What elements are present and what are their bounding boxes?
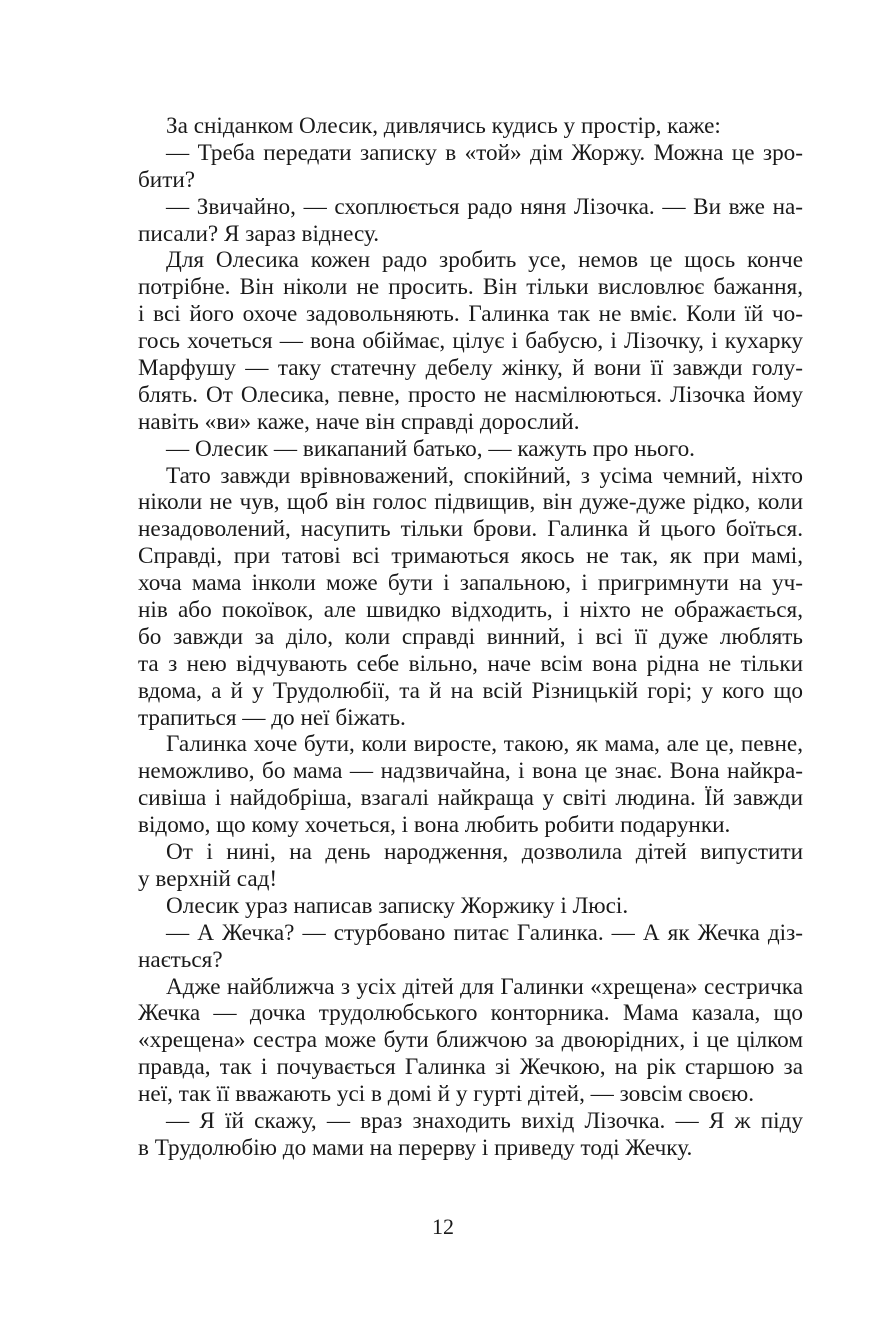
text-line: і всі його охоче задовольняють. Галинка так не вміє. Коли їй чо- xyxy=(138,301,803,328)
body-text xyxy=(138,113,803,1162)
text-line: трапиться — до неї біжать. xyxy=(138,704,406,731)
text-line: — Я їй скажу, — враз знаходить вихід Лізочка. — Я ж піду xyxy=(166,1107,803,1134)
text-line: Марфушу — таку статечну дебелу жінку, й вони її завжди голу- xyxy=(138,355,803,382)
text-line: Справді, при татові всі тримаються якось не так, як при мамі, xyxy=(138,543,803,570)
text-line: писали? Я зараз віднесу. xyxy=(138,220,380,247)
text-line: вдома, а й у Трудолюбії, та й на всій Різницькій горі; у кого що xyxy=(138,677,803,704)
text-line: неї, так її вважають усі в домі й у гурті дітей, — зовсім своєю. xyxy=(138,1081,755,1108)
text-line: От і нині, на день народження, дозволила дітей випустити xyxy=(166,839,803,866)
text-line: — А Жечка? — стурбовано питає Галинка. — А як Жечка діз- xyxy=(166,919,803,946)
text-line: бо завжди за діло, коли справді винний, і всі її дуже люблять xyxy=(138,623,803,650)
text-line: Тато завжди врівноважений, спокійний, з усіма чемний, ніхто xyxy=(166,462,803,489)
text-line: За сніданком Олесик, дивлячись кудись у простір, каже: xyxy=(166,113,721,139)
text-line: та з нею відчувають себе вільно, наче всім вона рідна не тільки xyxy=(138,650,803,677)
text-line: Адже найближча з усіх дітей для Галинки «хрещена» сестричка xyxy=(166,973,803,1000)
text-line: Галинка хоче бути, коли виросте, такою, як мама, але це, певне, xyxy=(166,731,803,758)
text-line: ніколи не чув, щоб він голос підвищив, він дуже-дуже рідко, коли xyxy=(138,489,803,516)
text-line: Жечка — дочка трудолюбського конторника. Мама казала, що xyxy=(138,1000,803,1027)
text-line: неможливо, бо мама — надзвичайна, і вона це знає. Вона найкра- xyxy=(138,758,803,785)
text-line: Олесик ураз написав записку Жоржику і Люсі. xyxy=(166,892,629,919)
text-line: — Звичайно, — схоплюється радо няня Лізочка. — Ви вже на- xyxy=(166,193,803,220)
text-line: навіть «ви» каже, наче він справді дорослий. xyxy=(138,408,580,435)
text-line: незадоволений, насупить тільки брови. Галинка й цього боїться. xyxy=(138,516,803,543)
text-line: відомо, що кому хочеться, і вона любить робити подарунки. xyxy=(138,812,731,839)
text-line: хоча мама інколи може бути і запальною, і пригримнути на уч- xyxy=(138,570,803,597)
text-line: Для Олесика кожен радо зробить усе, немов це щось конче xyxy=(166,247,803,274)
text-line: блять. От Олесика, певне, просто не насмілюються. Лізочка йому xyxy=(138,381,803,408)
text-line: — Олесик — викапаний батько, — кажуть про нього. xyxy=(166,435,695,462)
text-line: сивіша і найдобріша, взагалі найкраща у світі людина. Їй завжди xyxy=(138,785,803,812)
text-line: потрібне. Він ніколи не просить. Він тільки висловлює бажання, xyxy=(138,274,803,301)
text-line: гось хочеться — вона обіймає, цілує і бабусю, і Лізочку, і кухарку xyxy=(138,328,803,355)
text-line: — Треба передати записку в «той» дім Жоржу. Можна це зро- xyxy=(166,139,803,166)
text-line: «хрещена» сестра може бути ближчою за двоюрідних, і це цілком xyxy=(138,1027,803,1054)
text-line: нів або покоївок, але швидко відходить, і ніхто не ображається, xyxy=(138,597,803,624)
text-line: в Трудолюбію до мами на перерву і приведу тоді Жечку. xyxy=(138,1134,693,1161)
text-line: правда, так і почувається Галинка зі Жечкою, на рік старшою за xyxy=(138,1054,803,1081)
text-line: бити? xyxy=(138,166,196,193)
text-line: у верхній сад! xyxy=(138,865,278,892)
text-line: нається? xyxy=(138,946,223,973)
page-number: 12 xyxy=(432,1214,454,1239)
